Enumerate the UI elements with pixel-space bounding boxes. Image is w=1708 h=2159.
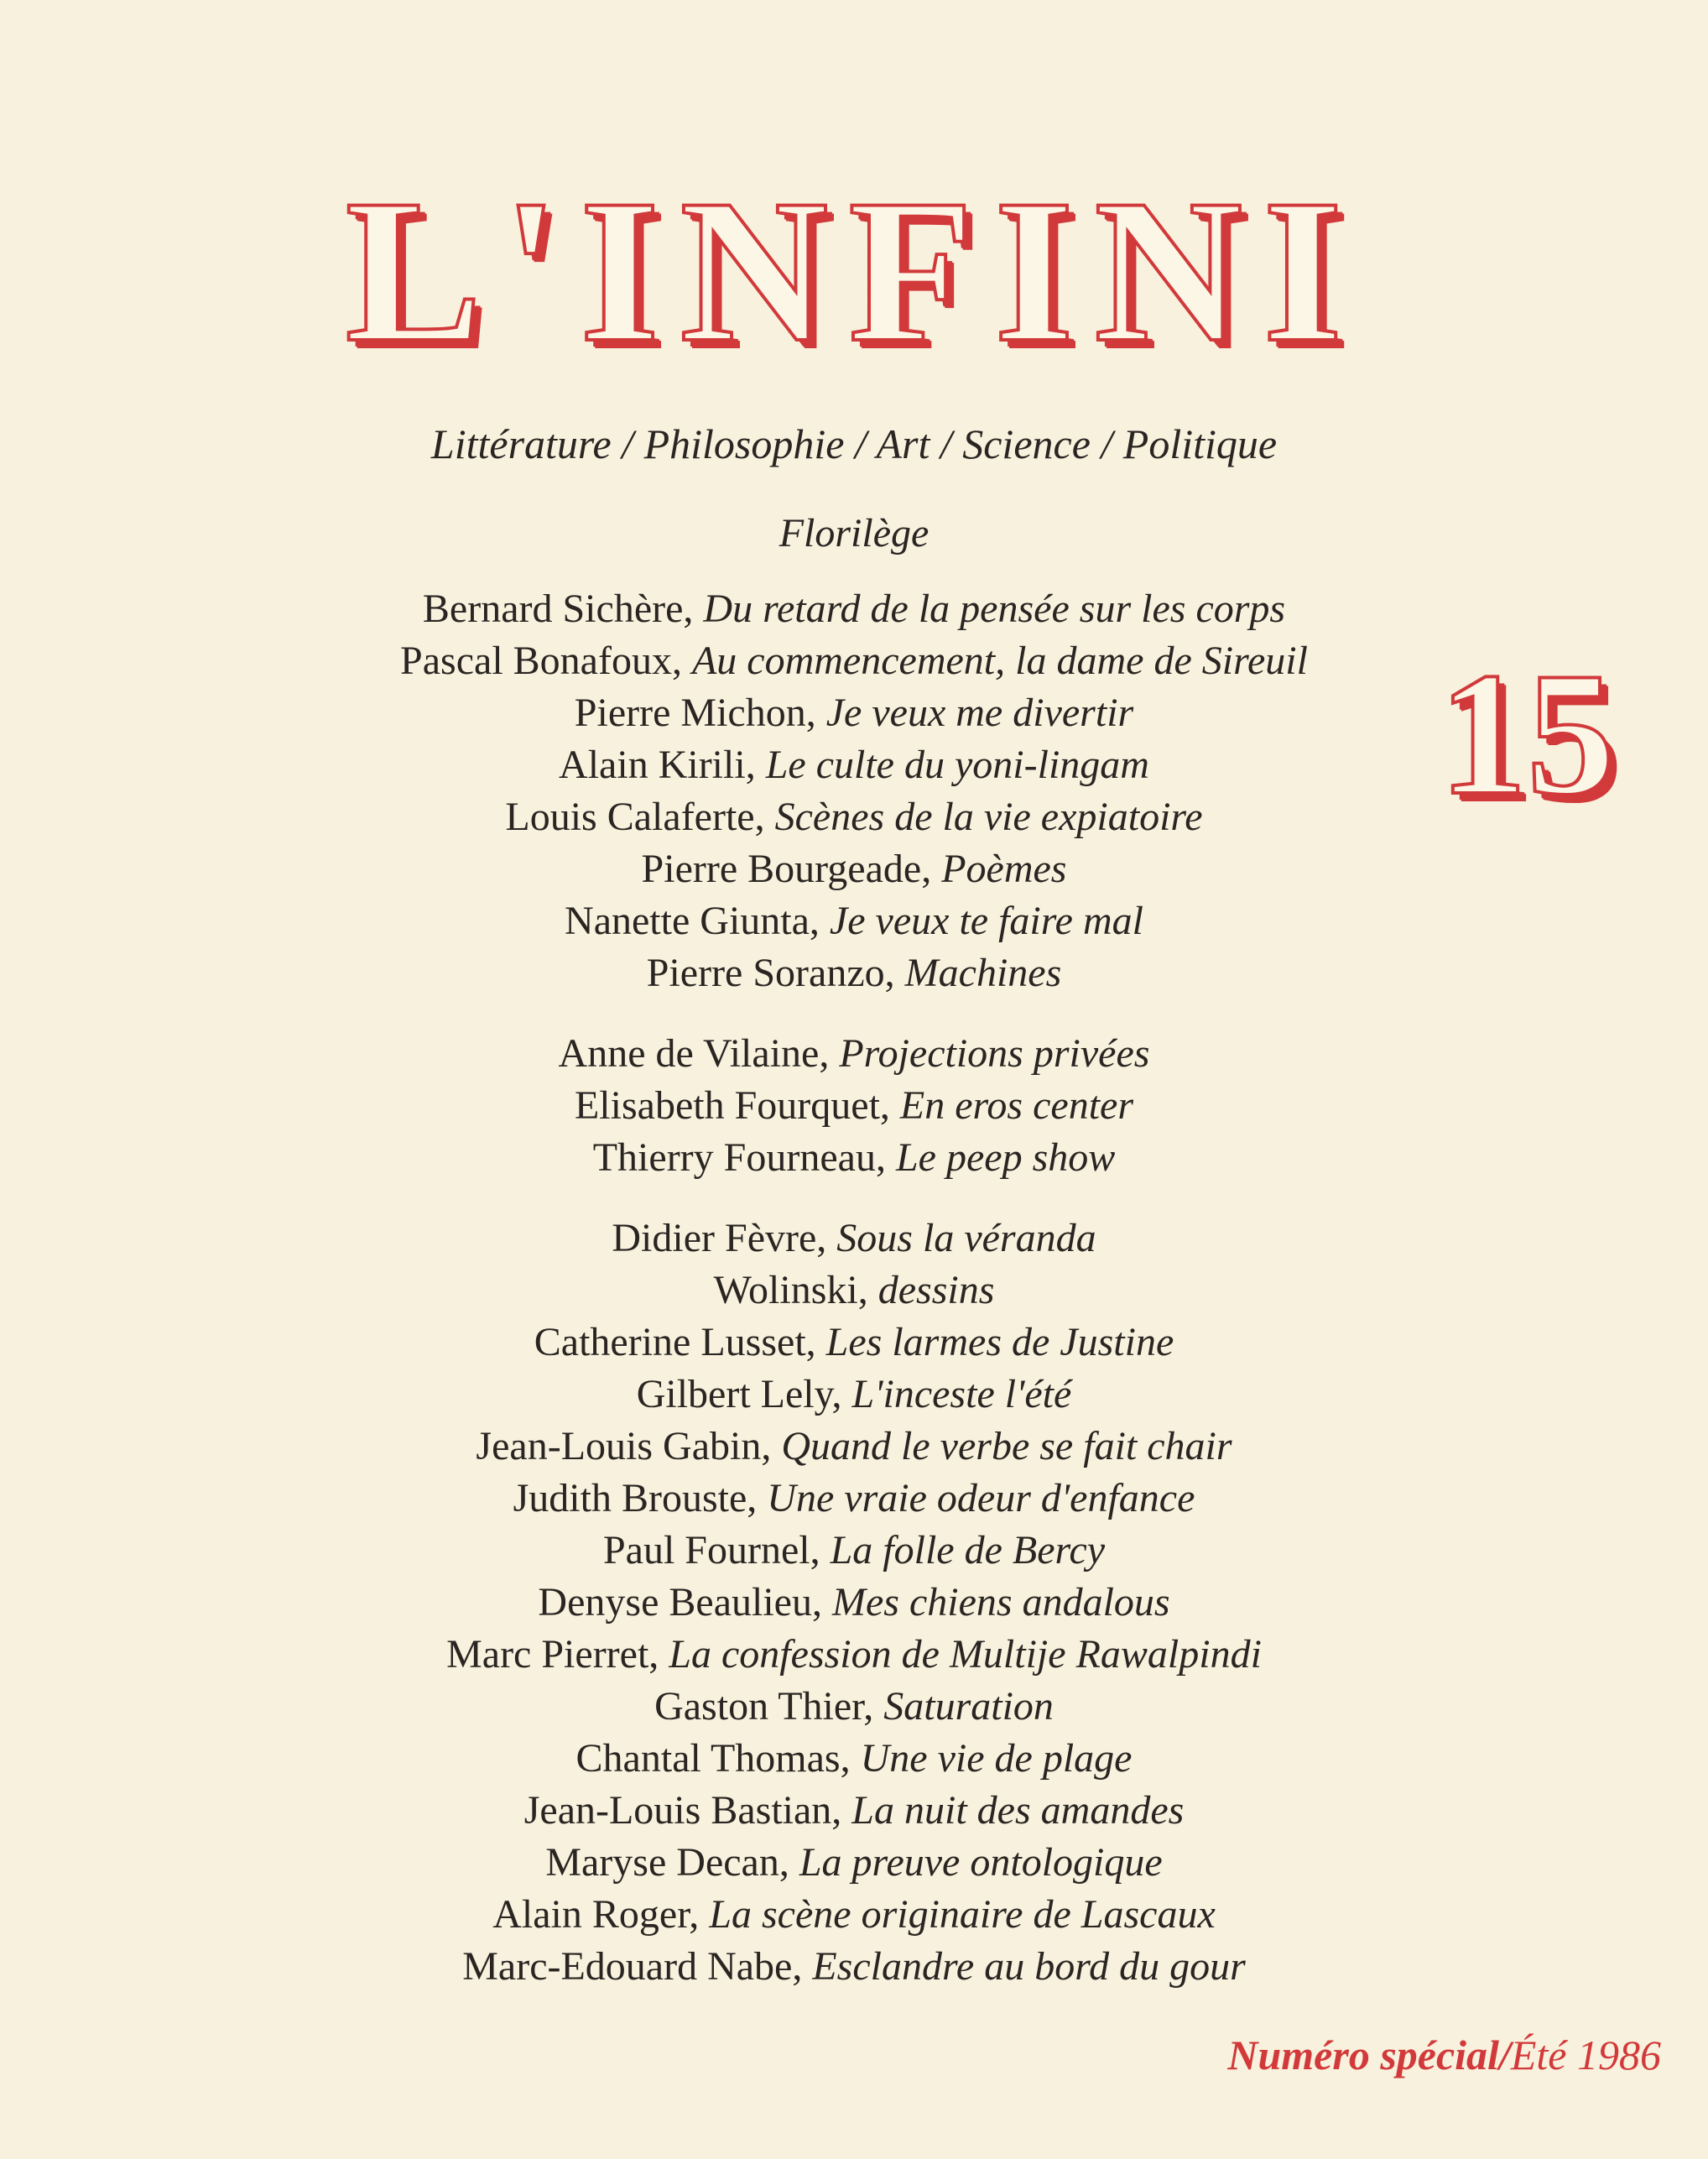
- entry-author: Louis Calaferte,: [505, 795, 765, 839]
- entry-work-title: Sous la véranda: [836, 1216, 1096, 1260]
- entry-line: [513, 1473, 1195, 1525]
- list-item: [0, 1080, 1708, 1132]
- list-item: [0, 1837, 1708, 1889]
- entry-line: [559, 1028, 1150, 1080]
- entry-work-title: La confession de Multije Rawalpindi: [669, 1632, 1262, 1677]
- entry-line: [400, 635, 1308, 687]
- entry-work-title: Les larmes de Justine: [825, 1320, 1174, 1364]
- entry-author: Alain Kirili,: [559, 743, 756, 787]
- list-item: [0, 583, 1708, 635]
- subtitle-disciplines: Littérature / Philosophie / Art / Science / Politique: [430, 420, 1278, 467]
- entry-line: [538, 1577, 1169, 1629]
- entry-author: Maryse Decan,: [545, 1840, 789, 1885]
- entry-work-title: Je veux te faire mal: [829, 899, 1143, 943]
- entry-work-title: Au commencement, la dame de Sireuil: [691, 639, 1308, 683]
- entry-line: [603, 1525, 1105, 1577]
- footer-separator: /: [1498, 2031, 1511, 2078]
- entry-author: Pierre Soranzo,: [646, 951, 895, 995]
- list-item: [0, 687, 1708, 739]
- entry-line: [593, 1132, 1116, 1184]
- entry-line: [476, 1421, 1232, 1473]
- entry-author: Gaston Thier,: [654, 1684, 874, 1729]
- table-of-contents: [0, 583, 1708, 1993]
- list-item: [0, 1681, 1708, 1733]
- entry-line: [505, 791, 1202, 843]
- entry-work-title: Mes chiens andalous: [831, 1580, 1170, 1624]
- entry-author: Didier Fèvre,: [612, 1216, 827, 1260]
- entry-work-title: En eros center: [899, 1083, 1134, 1128]
- entry-work-title: Scènes de la vie expiatoire: [774, 795, 1203, 839]
- entry-line: [575, 1080, 1133, 1132]
- entry-work-title: Je veux me divertir: [825, 691, 1134, 735]
- entry-author: Marc Pierret,: [446, 1632, 659, 1677]
- list-item: [0, 1941, 1708, 1993]
- list-item: [0, 1132, 1708, 1184]
- entry-line: [559, 739, 1149, 791]
- list-item: [0, 895, 1708, 947]
- list-item: [0, 1212, 1708, 1265]
- section-title: Florilège: [778, 511, 930, 555]
- entry-author: Gilbert Lely,: [636, 1372, 842, 1416]
- list-item: [0, 1421, 1708, 1473]
- entry-line: [642, 843, 1067, 895]
- list-item: [0, 1317, 1708, 1369]
- entry-line: [654, 1681, 1054, 1733]
- entry-work-title: La folle de Bercy: [830, 1528, 1106, 1572]
- entry-author: Jean-Louis Gabin,: [476, 1424, 772, 1468]
- issue-footer: [1227, 2031, 1661, 2079]
- entry-work-title: Projections privées: [839, 1031, 1150, 1076]
- entry-author: Thierry Fourneau,: [592, 1135, 886, 1180]
- entry-work-title: Une vraie odeur d'enfance: [767, 1476, 1195, 1520]
- entry-author: Chantal Thomas,: [575, 1736, 851, 1781]
- issue-date: Été 1986: [1510, 2031, 1661, 2078]
- entry-line: [637, 1369, 1072, 1421]
- entry-author: Judith Brouste,: [513, 1476, 758, 1520]
- list-item: [0, 947, 1708, 999]
- entry-author: Alain Roger,: [492, 1892, 700, 1937]
- entry-work-title: Machines: [904, 951, 1062, 995]
- entry-line: [446, 1629, 1262, 1681]
- entry-work-title: La preuve ontologique: [799, 1840, 1163, 1885]
- entry-author: Catherine Lusset,: [534, 1320, 816, 1364]
- list-item: [0, 1525, 1708, 1577]
- contents-group: [0, 1028, 1708, 1184]
- entry-work-title: Poèmes: [941, 847, 1067, 891]
- list-item: [0, 791, 1708, 843]
- list-item: [0, 1889, 1708, 1941]
- entry-work-title: Du retard de la pensée sur les corps: [703, 587, 1286, 631]
- list-item: [0, 635, 1708, 687]
- entry-author: Paul Fournel,: [602, 1528, 820, 1572]
- entry-line: [647, 947, 1062, 999]
- list-item: [0, 1577, 1708, 1629]
- list-item: [0, 1629, 1708, 1681]
- masthead-title: L'INFINI: [345, 157, 1363, 384]
- entry-author: Pierre Michon,: [574, 691, 816, 735]
- issue-number: 15: [1439, 637, 1615, 832]
- entry-work-title: Une vie de plage: [860, 1736, 1133, 1781]
- list-item: [0, 1473, 1708, 1525]
- entry-author: Pierre Bourgeade,: [641, 847, 932, 891]
- list-item: [0, 843, 1708, 895]
- entry-author: Pascal Bonafoux,: [400, 639, 682, 683]
- entry-work-title: L'inceste l'été: [851, 1372, 1072, 1416]
- entry-line: [534, 1317, 1174, 1369]
- entry-line: [575, 687, 1133, 739]
- special-issue-label: Numéro spécial: [1227, 2031, 1499, 2078]
- list-item: [0, 1785, 1708, 1837]
- list-item: [0, 1265, 1708, 1317]
- entry-work-title: Saturation: [883, 1684, 1054, 1729]
- entry-work-title: dessins: [877, 1268, 995, 1312]
- entry-work-title: La scène originaire de Lascaux: [709, 1892, 1216, 1937]
- entry-author: Nanette Giunta,: [565, 899, 820, 943]
- list-item: [0, 1028, 1708, 1080]
- entry-work-title: La nuit des amandes: [851, 1788, 1185, 1833]
- contents-group: [0, 583, 1708, 999]
- entry-work-title: Le culte du yoni-lingam: [765, 743, 1149, 787]
- entry-line: [714, 1265, 995, 1317]
- entry-work-title: Le peep show: [895, 1135, 1116, 1180]
- entry-line: [565, 895, 1143, 947]
- entry-line: [545, 1837, 1162, 1889]
- entry-author: Marc-Edouard Nabe,: [462, 1944, 803, 1989]
- list-item: [0, 1369, 1708, 1421]
- entry-work-title: Quand le verbe se fait chair: [781, 1424, 1232, 1468]
- entry-author: Anne de Vilaine,: [558, 1031, 830, 1076]
- list-item: [0, 739, 1708, 791]
- entry-line: [462, 1941, 1246, 1993]
- entry-line: [423, 583, 1285, 635]
- entry-line: [576, 1733, 1133, 1785]
- entry-line: [524, 1785, 1185, 1837]
- entry-author: Jean-Louis Bastian,: [523, 1788, 842, 1833]
- entry-author: Denyse Beaulieu,: [538, 1580, 822, 1624]
- entry-author: Bernard Sichère,: [422, 587, 694, 631]
- contents-group: [0, 1212, 1708, 1993]
- entry-line: [612, 1212, 1096, 1265]
- list-item: [0, 1733, 1708, 1785]
- entry-author: Elisabeth Fourquet,: [574, 1083, 890, 1128]
- entry-line: [492, 1889, 1216, 1941]
- entry-work-title: Esclandre au bord du gour: [812, 1944, 1246, 1989]
- entry-author: Wolinski,: [713, 1268, 868, 1312]
